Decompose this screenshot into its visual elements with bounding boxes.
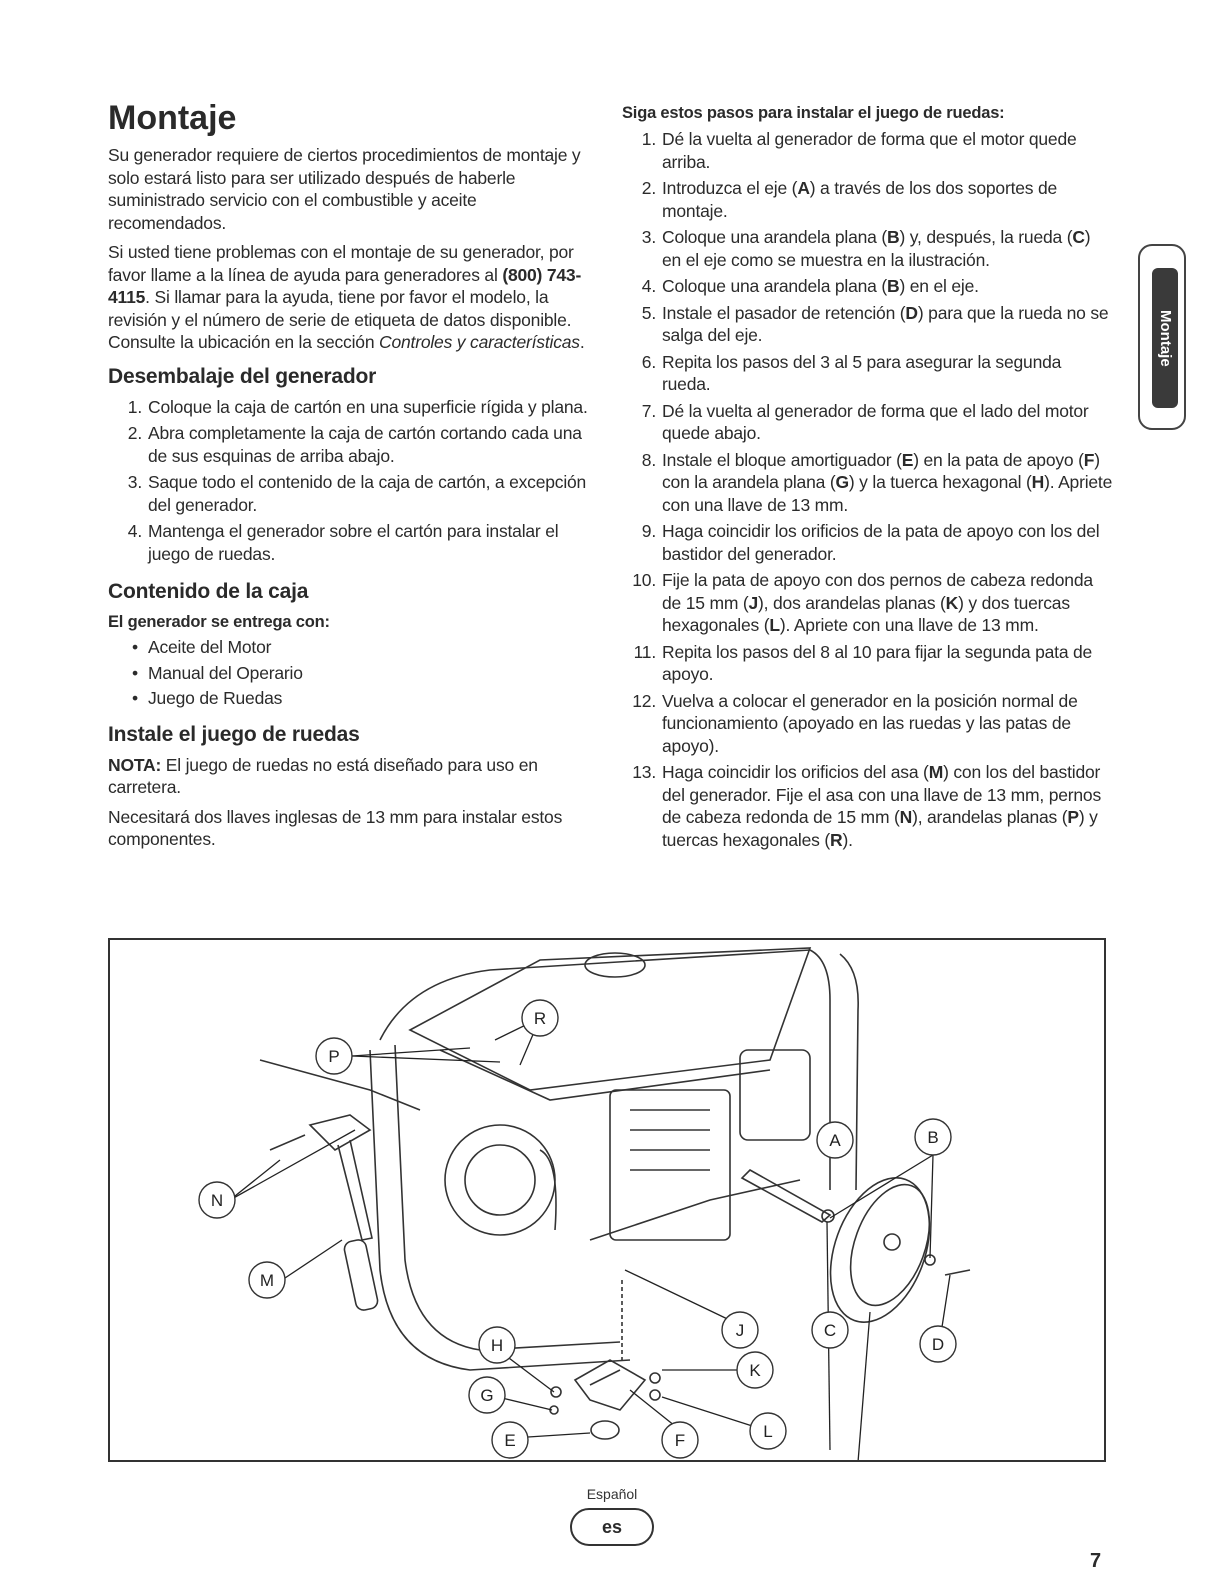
list-item xyxy=(622,275,1114,298)
step-text: Mantenga el generador sobre el cartón para instalar el juego de ruedas. xyxy=(148,521,559,564)
note-text: El juego de ruedas no está diseñado para uso en carretera. xyxy=(108,754,538,797)
intro-paragraph: Su generador requiere de ciertos procedimientos de montaje y solo estará listo para ser utilizado después de haberle suministrado servicio con el combustible y aceite recomendados. xyxy=(108,145,581,233)
step-text-run: ) en el eje. xyxy=(899,276,979,296)
left-column xyxy=(108,98,593,858)
label-j: J xyxy=(735,1321,745,1340)
list-item xyxy=(622,761,1114,851)
wheelkit-tools: Necesitará dos llaves inglesas de 13 mm para instalar estos componentes. xyxy=(108,806,563,849)
part-letter: P xyxy=(1067,807,1079,827)
list-item xyxy=(622,641,1114,686)
step-text-run: ) y dos tuercas hexagonales ( xyxy=(662,592,1070,635)
part-letter: D xyxy=(905,302,918,323)
step-text xyxy=(662,762,1101,850)
unpacking-steps xyxy=(108,396,593,566)
step-number: 7. xyxy=(641,400,656,421)
part-letter: R xyxy=(830,829,843,850)
part-letter: H xyxy=(1031,472,1045,492)
step-text-run: Coloque una arandela plana ( xyxy=(662,276,887,296)
list-item: • Aceite del Motor xyxy=(108,636,593,659)
step-text-run: ) en el eje como se muestra en la ilustración. xyxy=(662,227,1091,270)
step-number: 6. xyxy=(641,351,656,372)
step-text-run: ) con la arandela plana ( xyxy=(662,449,1100,492)
step-number: 11. xyxy=(633,641,656,662)
list-item: • Juego de Ruedas xyxy=(108,687,593,710)
part-letter: J xyxy=(748,592,759,613)
step-number: 2. xyxy=(641,178,656,198)
unpacking-heading: Desembalaje del generador xyxy=(108,364,377,388)
callout-leader-lines xyxy=(230,1018,950,1460)
step-text-run: Dé la vuelta al generador de forma que el motor quede arriba. xyxy=(662,129,1077,172)
support-foot-drawing xyxy=(550,1280,660,1439)
label-l: L xyxy=(763,1422,773,1441)
list-item: • Manual del Operario xyxy=(108,662,593,685)
part-letter: L xyxy=(769,615,780,635)
list-item xyxy=(622,226,1114,271)
list-item xyxy=(622,690,1114,758)
generator-diagram xyxy=(110,940,1104,1460)
step-text-run: Fije la pata de apoyo con dos pernos de cabeza redonda de 15 mm ( xyxy=(662,570,1093,613)
page-title: Montaje xyxy=(108,99,237,137)
section-side-tab xyxy=(1138,244,1186,430)
right-column xyxy=(622,100,1114,855)
label-n: N xyxy=(210,1191,224,1210)
install-heading: Siga estos pasos para instalar el juego de ruedas: xyxy=(622,104,1005,122)
step-text-run: ) con los del bastidor del generador. Fije el asa con una llave de 13 mm, pernos de cabeza redonda de 15 mm ( xyxy=(662,762,1102,827)
generator-frame-drawing xyxy=(260,948,858,1370)
step-text xyxy=(662,178,1057,221)
label-d: D xyxy=(931,1335,945,1354)
list-item xyxy=(622,128,1114,173)
list-item xyxy=(108,520,593,565)
part-letter: F xyxy=(1083,449,1095,470)
step-text xyxy=(662,352,1061,395)
list-item xyxy=(108,422,593,467)
part-letter: B xyxy=(887,227,900,247)
step-text-run: Dé la vuelta al generador de forma que el lado del motor quede abajo. xyxy=(662,400,1089,443)
step-number: 4. xyxy=(127,521,142,541)
part-letter: A xyxy=(797,178,810,198)
language-badge: es xyxy=(570,1508,654,1546)
step-text xyxy=(662,570,1093,635)
step-text xyxy=(662,129,1077,172)
step-text-run: ) y, después, la rueda ( xyxy=(899,227,1073,247)
label-f: F xyxy=(674,1431,686,1450)
list-item xyxy=(622,569,1114,637)
list-item xyxy=(622,351,1114,396)
step-number: 9. xyxy=(641,521,656,541)
list-item xyxy=(622,400,1114,445)
part-letter: G xyxy=(835,472,849,492)
step-text: Saque todo el contenido de la caja de cartón, a excepción del generador. xyxy=(148,472,587,515)
step-text-run: ). Apriete con una llave de 13 mm. xyxy=(662,472,1113,515)
step-text-run: Instale el pasador de retención ( xyxy=(662,302,906,323)
note-label: NOTA: xyxy=(108,754,162,775)
step-text xyxy=(662,401,1089,444)
handle-drawing xyxy=(270,1115,379,1312)
install-steps xyxy=(622,128,1114,851)
help-phone: (800) 743-4115 xyxy=(108,264,582,307)
step-text xyxy=(662,691,1078,756)
step-number: 1. xyxy=(127,396,142,417)
contents-heading: Contenido de la caja xyxy=(108,580,309,603)
step-text xyxy=(662,450,1112,515)
step-text: Abra completamente la caja de cartón cortando cada una de sus esquinas de arriba abajo. xyxy=(148,423,582,466)
step-text-run: ) y tuercas hexagonales ( xyxy=(662,807,1098,850)
list-item xyxy=(622,520,1114,565)
wheelkit-note xyxy=(108,754,593,799)
step-number: 10. xyxy=(632,570,656,590)
step-text xyxy=(662,521,1099,564)
step-number: 3. xyxy=(127,472,142,492)
step-text-run: Vuelva a colocar el generador en la posición normal de funcionamiento (apoyado en las ruedas y las patas de apoyo). xyxy=(662,690,1078,756)
label-b: B xyxy=(927,1128,939,1147)
step-text-run: ) y la tuerca hexagonal ( xyxy=(848,472,1032,492)
list-item xyxy=(622,177,1114,222)
step-text-run: ) para que la rueda no se salga del eje. xyxy=(662,302,1109,345)
list-item xyxy=(622,449,1114,517)
assembly-illustration xyxy=(108,938,1106,1462)
step-text-run: Coloque una arandela plana ( xyxy=(662,227,887,247)
callout-labels xyxy=(199,1000,956,1458)
wheelkit-heading: Instale el juego de ruedas xyxy=(108,722,360,746)
label-m: M xyxy=(259,1271,275,1290)
wheel-drawing xyxy=(812,1164,970,1336)
step-number: 3. xyxy=(641,227,656,247)
step-text-run: ). xyxy=(842,829,853,850)
label-e: E xyxy=(504,1431,516,1450)
section-reference: Controles y características xyxy=(379,332,580,352)
contents-list xyxy=(108,636,593,710)
step-text-run: Haga coincidir los orificios del asa ( xyxy=(662,762,929,782)
step-text xyxy=(662,276,979,296)
step-text xyxy=(662,642,1092,685)
step-text-run: ). Apriete con una llave de 13 mm. xyxy=(779,615,1039,635)
step-number: 1. xyxy=(641,129,656,149)
label-p: P xyxy=(328,1047,340,1066)
label-h: H xyxy=(490,1336,504,1355)
step-text-run: Repita los pasos del 8 al 10 para fijar la segunda pata de apoyo. xyxy=(662,641,1093,684)
label-c: C xyxy=(823,1321,837,1340)
help-end: . xyxy=(579,332,585,352)
part-letter: M xyxy=(928,762,944,782)
part-letter: E xyxy=(901,449,914,470)
step-text: Coloque la caja de cartón en una superficie rígida y plana. xyxy=(148,396,588,417)
step-text xyxy=(662,227,1090,270)
step-text-run: Repita los pasos del 3 al 5 para asegurar la segunda rueda. xyxy=(662,351,1062,394)
step-number: 8. xyxy=(641,449,656,470)
part-letter: N xyxy=(899,807,913,827)
step-number: 12. xyxy=(632,690,656,711)
part-letter: K xyxy=(945,592,959,613)
help-paragraph xyxy=(108,241,593,354)
step-text-run: Instale el bloque amortiguador ( xyxy=(662,449,902,470)
step-number: 4. xyxy=(641,276,656,296)
list-item xyxy=(622,302,1114,347)
list-item xyxy=(108,471,593,516)
label-g: G xyxy=(480,1386,494,1405)
step-number: 13. xyxy=(632,762,656,782)
part-letter: B xyxy=(887,276,900,296)
page-number: 7 xyxy=(1090,1550,1102,1572)
step-number: 2. xyxy=(127,423,142,443)
step-text-run: Haga coincidir los orificios de la pata de apoyo con los del bastidor del generador. xyxy=(662,521,1100,564)
label-k: K xyxy=(749,1361,761,1380)
footer-language: Español xyxy=(586,1486,638,1502)
step-text-run: Introduzca el eje ( xyxy=(662,178,798,198)
contents-subheading: El generador se entrega con: xyxy=(108,613,330,631)
step-text xyxy=(662,303,1108,346)
label-a: A xyxy=(829,1131,841,1150)
label-r: R xyxy=(533,1009,547,1028)
help-text-after: . Si llamar para la ayuda, tiene por favor el modelo, la revisión y el número de serie de etiqueta de datos disponible. Consulte la ubicación en la sección xyxy=(108,287,572,352)
list-item xyxy=(108,396,593,419)
side-tab-label: Montaje xyxy=(1157,309,1174,367)
step-text-run: ) en la pata de apoyo ( xyxy=(913,449,1084,470)
part-letter: C xyxy=(1072,227,1085,247)
help-text-before: Si usted tiene problemas con el montaje de su generador, por favor llame a la línea de ayuda para generadores al xyxy=(108,242,574,285)
step-number: 5. xyxy=(641,302,656,323)
step-text-run: ), arandelas planas ( xyxy=(912,807,1068,827)
step-text-run: ), dos arandelas planas ( xyxy=(758,592,946,613)
step-text-run: ) a través de los dos soportes de montaje. xyxy=(662,178,1058,221)
